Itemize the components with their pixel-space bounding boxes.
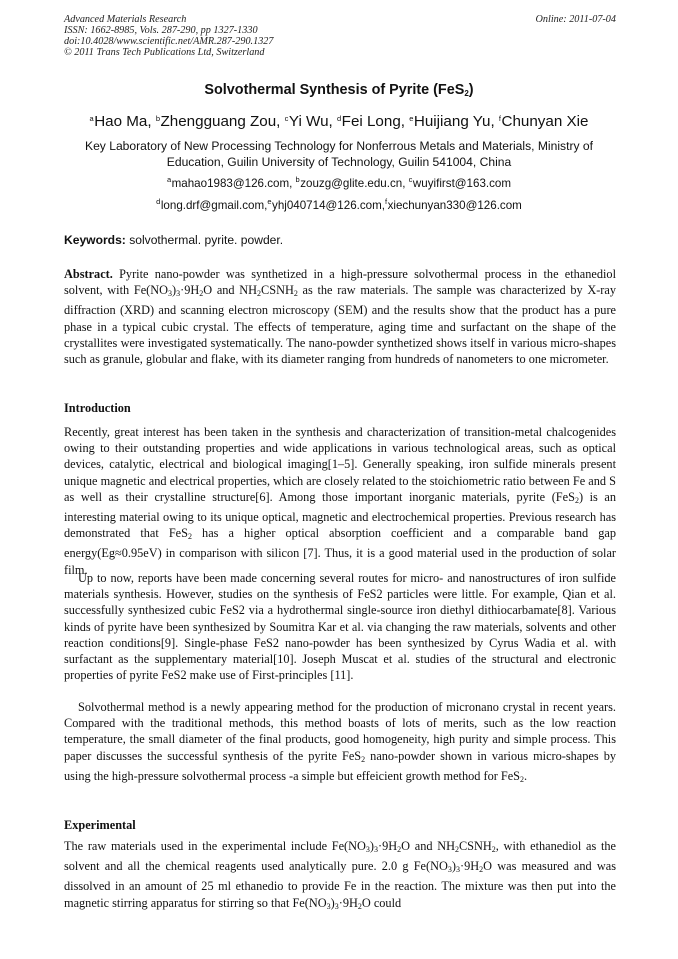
affiliation: Key Laboratory of New Processing Technology for Nonferrous Metals and Materials, Ministry of Education, Guilin University of Technology, Guilin 541004, China — [85, 139, 593, 169]
email-sup: e — [267, 197, 272, 206]
paragraph-text: O was measured and was dissolved in an amount of 25 ml ethanedio to provide Fe in the reaction. The mixture was then put into the magnetic stirring apparatus for stirring so that Fe(NO — [64, 859, 617, 910]
subscript: 2 — [574, 495, 579, 505]
intro-paragraph-1 — [64, 424, 616, 578]
email-address: xiechunyan330@126.com — [387, 199, 522, 212]
paragraph-text: O and NH — [401, 839, 455, 853]
author-sup: a — [89, 114, 94, 123]
keywords-label: Keywords: — [64, 233, 126, 247]
abstract-label: Abstract. — [64, 267, 113, 281]
subscript: 3 — [168, 289, 173, 299]
author-list — [0, 113, 678, 130]
journal-header — [64, 14, 616, 58]
paragraph-text: O could — [361, 895, 402, 910]
author-name: Huijiang Yu, — [413, 113, 499, 130]
paper-title — [0, 82, 678, 98]
paragraph-text: ) — [451, 859, 456, 874]
online-date: Online: 2011-07-04 — [535, 14, 616, 25]
subscript: 2 — [491, 845, 496, 854]
email-address: yhj040714@126.com, — [272, 199, 385, 212]
abstract-text: CSNH — [261, 283, 294, 298]
email-address: wuyifirst@163.com — [412, 177, 512, 190]
author-sup: d — [337, 114, 342, 123]
paragraph-text: ) is an interesting material owing to its unique optical, magnetic and electrochemical properties. Previous research has demonstrated that FeS — [64, 489, 616, 541]
abstract-text: Pyrite nano-powder was synthetized in a high-pressure solvothermal process in the ethanediol solvent, with Fe(NO — [64, 267, 616, 298]
subscript: 2 — [520, 774, 525, 784]
subscript: 2 — [293, 289, 298, 299]
abstract-text: ·9H — [180, 283, 200, 298]
author-name: Chunyan Xie — [501, 113, 589, 130]
author-sup: f — [498, 114, 501, 123]
paragraph-text: ) — [369, 839, 375, 853]
paragraph-text: ·9H — [460, 859, 480, 874]
author-name: Zhengguang Zou, — [160, 113, 285, 130]
paragraph-text: has a higher optical absorption coefficient and a comparable band gap energy(Eg≈0.95eV) in comparison with silicon [7]. Thus, it is a good material used in the production of solar film. — [64, 526, 616, 577]
paragraph-text: ·9H — [338, 895, 358, 910]
subscript: 2 — [397, 845, 402, 854]
subscript: 3 — [365, 845, 370, 854]
journal-name: Advanced Materials Research — [64, 14, 187, 25]
email-sup: b — [295, 175, 300, 184]
author-name: Hao Ma, — [94, 113, 156, 130]
subscript: 3 — [334, 901, 339, 911]
author-name: Fei Long, — [341, 113, 410, 130]
experimental-paragraph — [64, 838, 616, 915]
paragraph-text: ) — [330, 895, 335, 910]
abstract — [64, 266, 616, 367]
subscript: 3 — [447, 865, 452, 875]
author-sup: b — [155, 114, 160, 123]
subscript: 2 — [361, 754, 366, 764]
email-line — [0, 175, 678, 190]
abstract-text: ) — [172, 283, 177, 298]
section-heading-experimental: Experimental — [64, 818, 136, 832]
subscript: 2 — [187, 532, 192, 542]
subscript: 2 — [479, 865, 484, 875]
paragraph-text: Solvothermal method is a newly appearing method for the production of micronano crystal in recent years. Compared with the traditional methods, this method boasts of lots of merits, such as the low reaction temperature, the small diameter of the final products, good homogeneity, high purity and simple process. This paper discusses the successful synthesis of the pyrite FeS — [64, 700, 616, 763]
title-end: ) — [468, 82, 474, 98]
issn-line: ISSN: 1662-8985, Vols. 287-290, pp 1327-1330 — [64, 25, 258, 36]
copyright-line: © 2011 Trans Tech Publications Ltd, Switzerland — [64, 47, 265, 58]
email-sup: d — [156, 197, 161, 206]
keywords — [64, 233, 283, 247]
paragraph-text: . — [524, 768, 528, 783]
author-name: Yi Wu, — [288, 113, 337, 130]
email-address: zouzg@glite.edu.cn, — [300, 177, 409, 190]
author-sup: c — [284, 114, 289, 123]
email-sup: c — [408, 175, 413, 184]
email-sup: f — [384, 197, 388, 206]
subscript: 3 — [326, 901, 331, 911]
email-address: long.drf@gmail.com, — [160, 199, 268, 212]
paragraph-text: The raw materials used in the experimental include Fe(NO — [64, 839, 366, 853]
title-text: Solvothermal Synthesis of Pyrite (FeS — [204, 82, 465, 98]
intro-paragraph-3 — [64, 699, 616, 788]
subscript: 2 — [199, 289, 204, 299]
subscript: 3 — [456, 865, 460, 875]
paragraph-text: , with ethanediol as the solvent and all the chemical reagents used analytically pure. 2.0 g Fe(NO — [64, 839, 617, 874]
subscript: 3 — [176, 289, 181, 299]
section-heading-introduction: Introduction — [64, 401, 131, 415]
email-line — [0, 197, 678, 212]
subscript: 2 — [357, 901, 362, 911]
author-sup: e — [409, 114, 414, 123]
subscript: 2 — [454, 845, 459, 854]
title-subscript: 2 — [464, 89, 469, 98]
doi-line: doi:10.4028/www.scientific.net/AMR.287-290.1327 — [64, 36, 274, 47]
email-address: mahao1983@126.com, — [171, 177, 296, 190]
abstract-text: as the raw materials. The sample was characterized by X-ray diffraction (XRD) and scanning electron microscopy (SEM) and the results show that the product has a pure phase in a typical cubic crystal. The effects of temperature, aging time and surfactant on the shape of the crystallites were investigated systematically. The nano-powder synthetized shows itself in various micro-shapes such as granule, globular and flake, with its diameter ranging from hundreds of nanometers to one micrometer. — [64, 283, 617, 367]
email-sup: a — [166, 175, 172, 184]
paragraph-text: nano-powder shown in various micro-shapes by using the high-pressure solvothermal process -a simple but effeicient growth method for FeS — [64, 748, 616, 783]
subscript: 2 — [257, 289, 262, 299]
subscript: 3 — [374, 845, 379, 854]
intro-paragraph-2: Up to now, reports have been made concerning several routes for micro- and nanostructures of iron sulfide materials synthesis. However, studies on the synthesis of FeS2 particles were little. For example, Qian et al. successfully synthesized cubic FeS2 via a hydrothermal single-source iron diethyl dithiocarbamate[8]. Various kinds of pyrite have been synthesized by Soumitra Kar et al. via changing the raw materials, solvents and other reaction conditions[9]. Single-phase FeS2 nano-powder has been synthesized by Cyrus Wadia et al. with surfactant as the supplementary material[10]. Joseph Muscat et al. studies of the structural and electronic properties of pyrite FeS2 make use of First-principles [11]. — [64, 571, 616, 683]
abstract-text: O and NH — [203, 283, 258, 298]
keywords-text: solvothermal. pyrite. powder. — [125, 233, 284, 247]
paragraph-text: Recently, great interest has been taken in the synthesis and characterization of transition-metal chalcogenides owing to their outstanding properties and wide applications in various technological areas, such as optical devices, catalytic, electrical and biological imaging[1–5]. Generally speaking, iron sulfide minerals present unique magnetic and electrical properties, which are closely related to the stoichiometric ratio between Fe and S as well as their crystalline structure[6]. Among those important inorganic materials, pyrite (FeS — [64, 425, 616, 504]
paragraph-text: ·9H — [378, 839, 398, 853]
paragraph-text: CSNH — [458, 839, 492, 853]
